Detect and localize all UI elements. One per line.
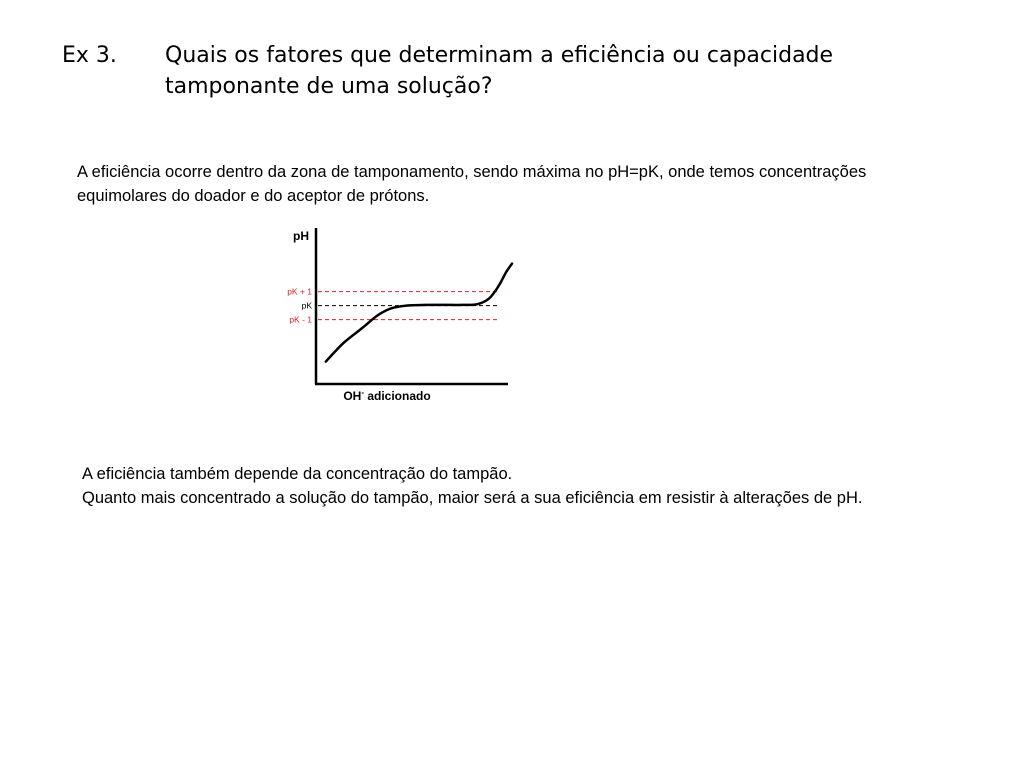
- y-axis-label: pH: [293, 229, 309, 243]
- reference-label-2: pK - 1: [289, 314, 312, 325]
- reference-label-0: pK + 1: [287, 286, 312, 297]
- concentration-line-2: Quanto mais concentrado a solução do tampão, maior será a sua eficiência em resistir à alterações de pH.: [82, 489, 863, 507]
- concentration-paragraph: [82, 462, 962, 510]
- exercise-label: Ex 3.: [62, 43, 117, 68]
- titration-curve: [326, 264, 512, 362]
- x-axis-label-rest: adicionado: [363, 389, 431, 403]
- efficiency-paragraph: A eficiência ocorre dentro da zona de tamponamento, sendo máxima no pH=pK, onde temos concentrações equimolares do doador e do aceptor de prótons.: [77, 163, 867, 205]
- x-axis-label: [343, 388, 430, 403]
- question-text: Quais os fatores que determinam a eficiência ou capacidade tamponante de uma solução?: [165, 43, 834, 99]
- reference-label-1: pK: [301, 300, 312, 311]
- x-axis-label-main: OH: [343, 389, 362, 403]
- concentration-line-1: A eficiência também depende da concentração do tampão.: [82, 465, 513, 483]
- x-axis-label-superscript: -: [361, 388, 364, 397]
